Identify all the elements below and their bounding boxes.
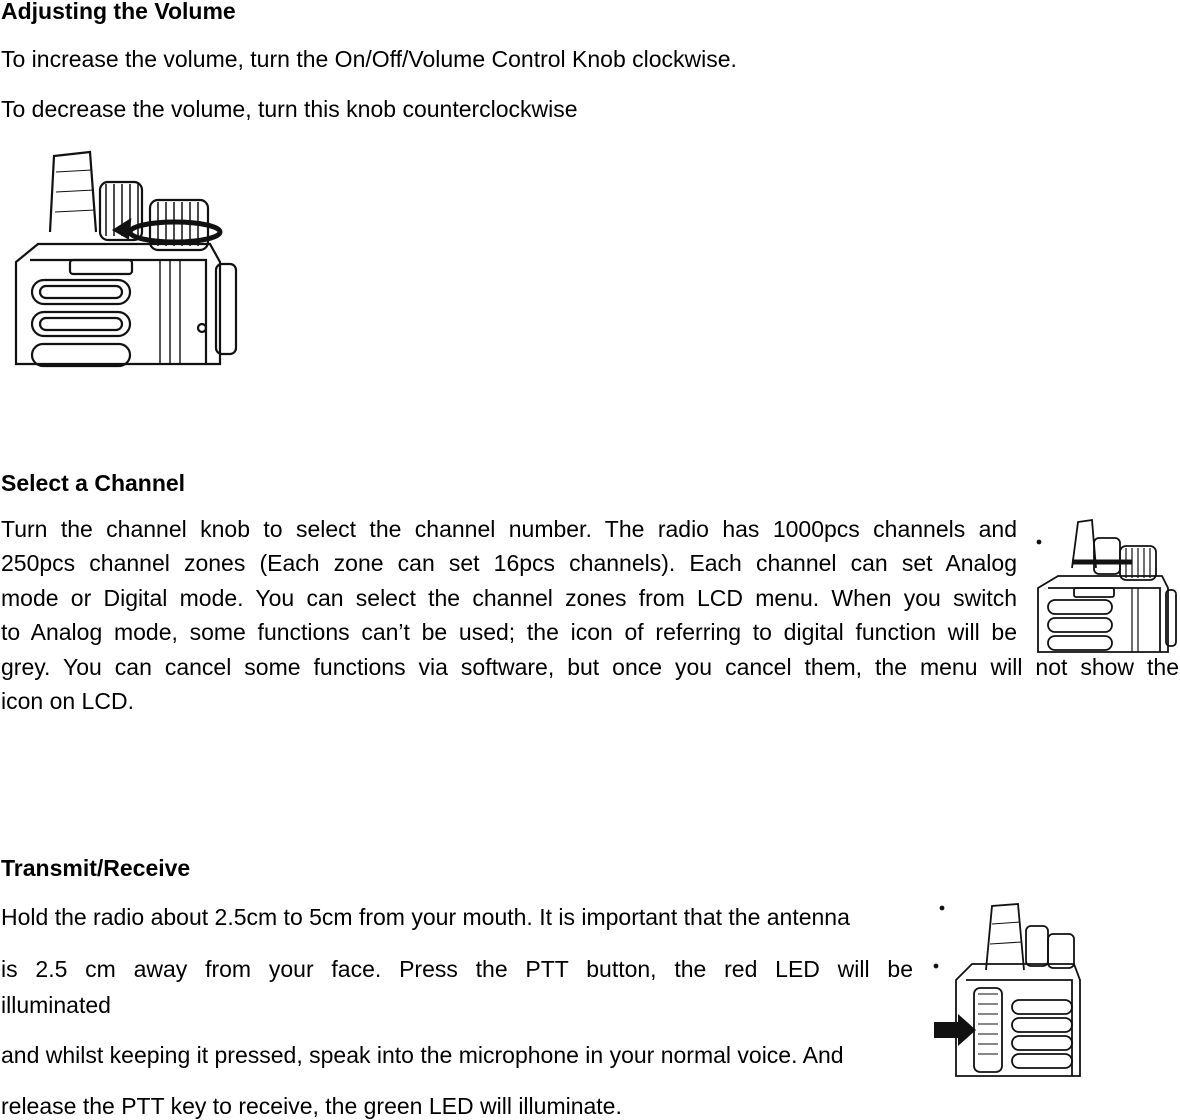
channel-paragraph-line-1: Turn the channel knob to select the channel number. The radio has 1000pcs channels and [1,516,1017,542]
channel-paragraph-line-2: 250pcs channel zones (Each zone can set 16pcs channels). Each channel can set Analog [1,550,1017,576]
transmit-paragraph-line-2: is 2.5 cm away from your face. Press the PTT button, the red LED will be [1,956,913,982]
transmit-paragraph-line-5: release the PTT key to receive, the green LED will illuminate. [1,1093,622,1119]
channel-paragraph-line-4: to Analog mode, some functions can’t be used; the icon of referring to digital function will be [1,619,1017,645]
channel-paragraph-line-3: mode or Digital mode. You can select the channel zones from LCD menu. When you switch [1,585,1017,611]
volume-instruction-increase: To increase the volume, turn the On/Off/Volume Control Knob clockwise. [1,46,737,72]
channel-paragraph-line-5: grey. You can cancel some functions via software, but once you cancel them, the menu will not show the [1,654,1179,680]
transmit-paragraph-line-1: Hold the radio about 2.5cm to 5cm from your mouth. It is important that the antenna [1,904,850,930]
radio-volume-knob-illustration [10,152,242,368]
channel-heading: Select a Channel [1,470,186,496]
transmit-paragraph-line-4: and whilst keeping it pressed, speak into the microphone in your normal voice. And [1,1042,844,1068]
channel-paragraph-line-6: icon on LCD. [1,688,134,714]
radio-channel-knob-illustration [1036,518,1178,654]
volume-instruction-decrease: To decrease the volume, turn this knob counterclockwise [1,96,578,122]
volume-heading: Adjusting the Volume [1,0,236,24]
transmit-heading: Transmit/Receive [1,855,191,881]
transmit-paragraph-line-3: illuminated [1,992,111,1018]
radio-ptt-button-illustration [932,904,1082,1078]
